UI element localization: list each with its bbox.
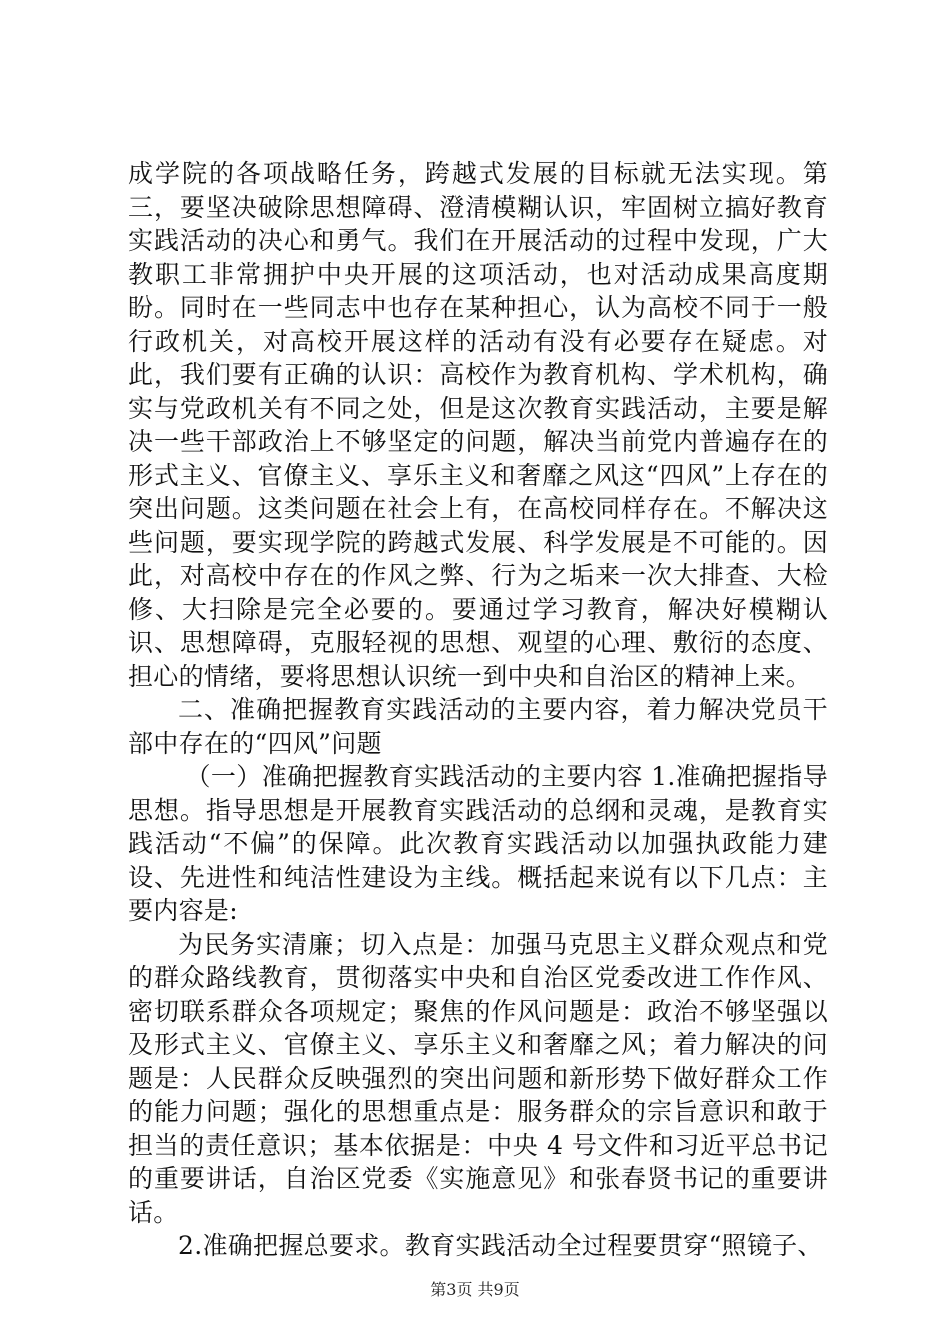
paragraph-continuation: 成学院的各项战略任务，跨越式发展的目标就无法实现。第三，要坚决破除思想障碍、澄清模糊认识，牢固树立搞好教育实践活动的决心和勇气。我们在开展活动的过程中发现，广大教职工非常拥护中央开展的这项活动，也对活动成果高度期盼。同时在一些同志中也存在某种担心，认为高校不同于一般行政机关，对高校开展这样的活动有没有必要存在疑虑。对此，我们要有正确的认识：高校作为教育机构、学术机构，确实与党政机关有不同之处，但是这次教育实践活动，主要是解决一些干部政治上不够坚定的问题，解决当前党内普遍存在的形式主义、官僚主义、享乐主义和奢靡之风这“四风”上存在的突出问题。这类问题在社会上有，在高校同样存在。不解决这些问题，要实现学院的跨越式发展、科学发展是不可能的。因此，对高校中存在的作风之弊、行为之垢来一次大排查、大检修、大扫除是完全必要的。要通过学习教育，解决好模糊认识、思想障碍，克服轻视的思想、观望的心理、敷衍的态度、担心的情绪，要将思想认识统一到中央和自治区的精神上来。 xyxy=(128,159,828,691)
main-content-paragraph: 为民务实清廉；切入点是：加强马克思主义群众观点和党的群众路线教育，贯彻落实中央和自治区党委改进工作作风、密切联系群众各项规定；聚焦的作风问题是：政治不够坚强以及形式主义、官僚主义、享乐主义和奢靡之风；着力解决的问题是：人民群众反映强烈的突出问题和新形势下做好群众工作的能力问题；强化的思想重点是：服务群众的宗旨意识和敢于担当的责任意识；基本依据是：中央 4 号文件和习近平总书记的重要讲话，自治区党委《实施意见》和张春贤书记的重要讲话。 xyxy=(128,929,828,1227)
subsection-one-paragraph: （一）准确把握教育实践活动的主要内容 1.准确把握指导思想。指导思想是开展教育实践活动的总纲和灵魂，是教育实践活动“不偏”的保障。此次教育实践活动以加强执政能力建设、先进性和纯洁性建设为主线。概括起来说有以下几点：主要内容是: xyxy=(128,762,828,925)
page-number-footer: 第3页 共9页 xyxy=(430,1280,520,1299)
section-heading-two: 二、准确把握教育实践活动的主要内容，着力解决党员干部中存在的“四风”问题 xyxy=(128,695,828,758)
document-body xyxy=(128,157,828,1263)
general-requirements-paragraph: 2.准确把握总要求。教育实践活动全过程要贯穿“照镜子、 xyxy=(178,1231,823,1260)
